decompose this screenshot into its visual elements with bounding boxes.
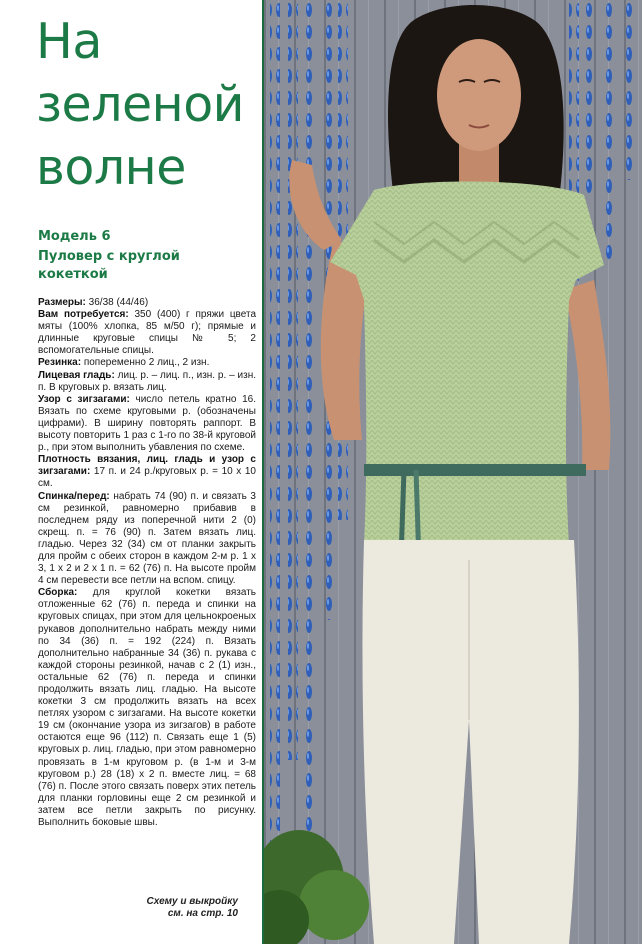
model-photo-illustration xyxy=(264,0,642,944)
section-label: Размеры: xyxy=(38,297,86,308)
headline xyxy=(36,10,244,199)
section-sizes xyxy=(38,297,256,309)
section-rib xyxy=(38,357,256,369)
section-label: Резинка: xyxy=(38,357,82,369)
section-text: число петель кратно 16. Вязать по схеме круговыми р. (обозначены цифрами). В ширину повторять раппорт. В высоту повторить 1 раз с 1-го по 38-й круговой р., при этом выполнить убавления по схеме. xyxy=(38,393,256,454)
footnote-line-1: Схему и выкройку xyxy=(146,896,238,907)
model-title: Пуловер с круглой кокеткой xyxy=(38,249,180,282)
headline-line-2: зеленой xyxy=(36,76,245,133)
section-zigzag xyxy=(38,394,256,454)
pattern-instructions xyxy=(38,297,256,829)
section-label: Плотность вязания, лиц. гладь и узор с зигзагами: xyxy=(38,454,256,478)
section-text: попеременно 2 лиц., 2 изн. xyxy=(81,357,210,369)
section-text: лиц. р. – лиц. п., изн. р. – изн. п. В круговых р. вязать лиц. xyxy=(38,369,257,393)
section-stockinette xyxy=(38,370,256,394)
section-assembly xyxy=(38,587,256,829)
section-label: Сборка: xyxy=(38,587,78,599)
footnote-line-2: см. на стр. 10 xyxy=(167,908,238,919)
section-text: 350 (400) г пряжи цвета мяты (100% хлопка, 85 м/50 г); прямые и длинные круговые спицы № 5; 2 вспомогательные спицы. xyxy=(38,309,256,357)
section-label: Узор с зигзагами: xyxy=(38,393,130,405)
section-label: Вам потребуется: xyxy=(38,309,129,321)
headline-line-1: На xyxy=(36,13,102,70)
section-materials xyxy=(38,309,256,357)
section-label: Спинка/перед: xyxy=(38,490,110,502)
text-column xyxy=(0,0,262,944)
headline-line-3: волне xyxy=(36,139,186,196)
section-back-front xyxy=(38,491,256,588)
page-reference xyxy=(147,896,238,920)
model-number: Модель 6 xyxy=(38,229,111,244)
section-label: Лицевая гладь: xyxy=(38,369,115,381)
section-text: набрать 74 (90) п. и связать 3 см резинкой, равномерно прибавив в последнем ряду из поперечной нити 2 (0) скрещ. п. = 76 (90) п. Затем вязать лиц. гладью. Через 32 (34) см от планки закрыть для пройм с обеих сторон в каждом 2-м р. 1 х 3, 1 х 2 и 2 х 1 п. = 62 (76) п. На высоте пройм 4 см перевести все петли на вспом. спицу. xyxy=(38,490,256,587)
section-text: 17 п. и 24 р./круговых р. = 10 х 10 см. xyxy=(38,466,256,490)
section-text: 36/38 (44/46) xyxy=(85,297,149,308)
model-photo xyxy=(264,0,642,944)
section-text: для круглой кокетки вязать отложенные 62 (76) п. переда и спинки на круговых спицах, при этом для цельнокроеных рукавов дополнительно набрать между ними по 34 (36) п. = 192 (224) п. Вязать дополнительно набранные 34 (36) п. рукава с каждой стороны резинкой, начав с 2 (1) изн., остальные 62 (76) п. переда и спинки продолжить вязать лиц. гладью. На высоте кокетки 3 см продолжить вязать на всех петлях узором с зигзагами. На высоте кокетки 19 см (окончание узора из зигзагов) в работе остаются еще 96 (112) п. Связать еще 1 (5) круговых р. лиц. гладью, при этом равномерно провязать в 1-м круговом р. (в 1-м и 3-м круговом р.) 28 (18) х 2 п. вместе лиц. = 68 (76) п. После этого связать поверх этих петель для планки горловины еще 2 см резинкой и затем все петли закрыть по рисунку. Выполнить боковые швы. xyxy=(38,587,256,829)
section-gauge xyxy=(38,454,256,490)
